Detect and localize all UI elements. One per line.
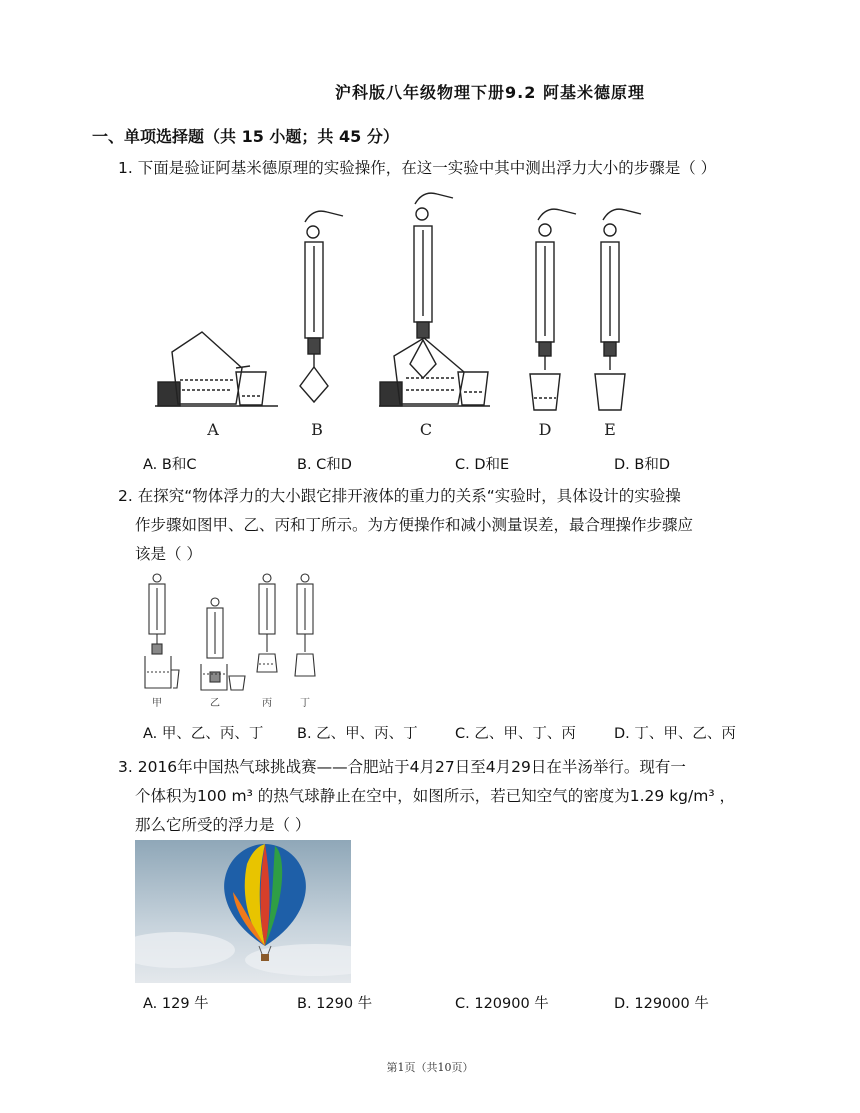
figure-label-d: D [538,420,552,439]
question-2-figure [135,572,335,712]
document-title: 沪科版八年级物理下册9.2 阿基米德原理 [335,83,645,102]
q1-option-d[interactable]: D. B和D [614,457,670,473]
q2-option-a[interactable]: A. 甲、乙、丙、丁 [143,726,264,742]
figure-label-bing: 丙 [262,698,272,709]
figure-label-jia: 甲 [152,698,162,709]
figure-yi-apparatus [201,598,245,690]
page-footer: 第1页（共10页） [386,1061,474,1074]
figure-ding-apparatus [295,574,315,676]
question-2-stem-line-1: 2. 在探究“物体浮力的大小跟它排开液体的重力的关系“实验时，具体设计的实验操 [118,487,681,505]
hot-air-balloon-photo [135,840,351,983]
q1-option-a[interactable]: A. B和C [143,457,197,473]
q3-option-a[interactable]: A. 129 牛 [143,996,209,1012]
figure-jia-apparatus [145,574,179,688]
figure-b-spring-scale [300,211,343,402]
figure-label-b: B [311,420,323,439]
question-3-stem-line-3: 那么它所受的浮力是（ ） [135,816,311,834]
q3-option-c[interactable]: C. 120900 牛 [455,996,549,1012]
q2-option-d[interactable]: D. 丁、甲、乙、丙 [614,726,736,742]
q2-option-b[interactable]: B. 乙、甲、丙、丁 [297,726,418,742]
q1-option-b[interactable]: B. C和D [297,457,352,473]
figure-d-spring-scale [530,209,576,410]
question-1-figure [150,192,650,442]
q2-option-c[interactable]: C. 乙、甲、丁、丙 [455,726,576,742]
q3-option-b[interactable]: B. 1290 牛 [297,996,373,1012]
question-3-stem-line-2: 个体积为100 m³ 的热气球静止在空中，如图所示，若已知空气的密度为1.29 kg/m³ ， [135,787,735,805]
figure-c-apparatus [379,193,490,406]
section-heading: 一、单项选择题（共 15 小题；共 45 分） [92,127,399,146]
figure-label-a: A [207,420,219,439]
question-3-stem-line-1: 3. 2016年中国热气球挑战赛——合肥站于4月27日至4月29日在半汤举行。现有一 [118,758,686,776]
figure-label-yi: 乙 [210,698,220,709]
question-2-stem-line-3: 该是（ ） [135,545,202,563]
figure-a-apparatus [155,332,278,406]
question-2-stem-line-2: 作步骤如图甲、乙、丙和丁所示。为方便操作和减小测量误差，最合理操作步骤应 [135,516,694,534]
q1-option-c[interactable]: C. D和E [455,457,510,473]
figure-e-spring-scale [595,209,641,410]
question-1-stem: 1. 下面是验证阿基米德原理的实验操作，在这一实验中其中测出浮力大小的步骤是（ ） [118,159,717,177]
figure-label-e: E [604,420,616,439]
figure-label-ding: 丁 [300,698,310,709]
q3-option-d[interactable]: D. 129000 牛 [614,996,709,1012]
figure-bing-apparatus [257,574,277,672]
figure-label-c: C [419,420,433,439]
